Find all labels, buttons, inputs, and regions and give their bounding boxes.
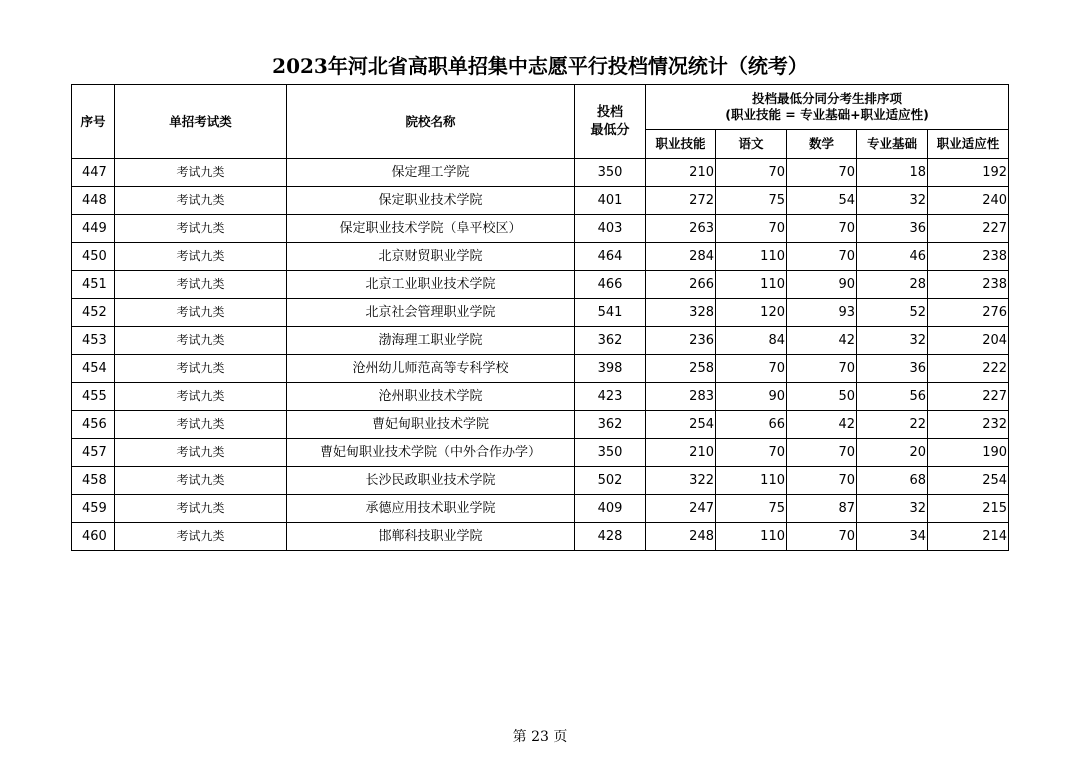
table-row	[72, 159, 1009, 187]
cell-basic: 22	[857, 411, 928, 439]
cell-adapt: 214	[928, 523, 1009, 551]
cell-school: 曹妃甸职业技术学院（中外合作办学）	[287, 439, 575, 467]
table-row	[72, 271, 1009, 299]
cell-min-score: 403	[575, 215, 646, 243]
cell-seq: 454	[72, 355, 115, 383]
cell-min-score: 423	[575, 383, 646, 411]
cell-school: 保定职业技术学院（阜平校区）	[287, 215, 575, 243]
cell-chinese: 84	[716, 327, 787, 355]
cell-category: 考试九类	[115, 439, 287, 467]
cell-basic: 36	[857, 215, 928, 243]
cell-school: 邯郸科技职业学院	[287, 523, 575, 551]
cell-min-score: 502	[575, 467, 646, 495]
table-row	[72, 383, 1009, 411]
table-row	[72, 411, 1009, 439]
cell-seq: 453	[72, 327, 115, 355]
cell-adapt: 190	[928, 439, 1009, 467]
cell-basic: 20	[857, 439, 928, 467]
cell-min-score: 541	[575, 299, 646, 327]
cell-adapt: 227	[928, 215, 1009, 243]
cell-category: 考试九类	[115, 271, 287, 299]
cell-chinese: 110	[716, 523, 787, 551]
cell-basic: 32	[857, 495, 928, 523]
cell-skill: 210	[646, 159, 716, 187]
cell-category: 考试九类	[115, 523, 287, 551]
cell-chinese: 90	[716, 383, 787, 411]
cell-math: 93	[787, 299, 857, 327]
cell-basic: 68	[857, 467, 928, 495]
cell-math: 90	[787, 271, 857, 299]
header-tiebreak-note: (职业技能 = 专业基础+职业适应性)	[725, 107, 929, 122]
cell-skill: 266	[646, 271, 716, 299]
cell-min-score: 401	[575, 187, 646, 215]
cell-skill: 254	[646, 411, 716, 439]
table-row	[72, 467, 1009, 495]
cell-chinese: 66	[716, 411, 787, 439]
cell-adapt: 232	[928, 411, 1009, 439]
cell-seq: 455	[72, 383, 115, 411]
table-row	[72, 215, 1009, 243]
cell-skill: 236	[646, 327, 716, 355]
table-row	[72, 243, 1009, 271]
cell-basic: 46	[857, 243, 928, 271]
cell-skill: 322	[646, 467, 716, 495]
cell-seq: 456	[72, 411, 115, 439]
cell-school: 北京社会管理职业学院	[287, 299, 575, 327]
cell-seq: 450	[72, 243, 115, 271]
cell-seq: 457	[72, 439, 115, 467]
cell-min-score: 362	[575, 411, 646, 439]
page-title: 2023年河北省高职单招集中志愿平行投档情况统计（统考）	[272, 54, 808, 78]
cell-min-score: 464	[575, 243, 646, 271]
cell-min-score: 398	[575, 355, 646, 383]
cell-skill: 272	[646, 187, 716, 215]
header-seq: 序号	[72, 85, 115, 159]
cell-math: 87	[787, 495, 857, 523]
table-row	[72, 299, 1009, 327]
cell-basic: 32	[857, 187, 928, 215]
cell-min-score: 409	[575, 495, 646, 523]
cell-seq: 451	[72, 271, 115, 299]
cell-chinese: 110	[716, 467, 787, 495]
header-skill: 职业技能	[646, 130, 716, 159]
cell-seq: 460	[72, 523, 115, 551]
header-adapt: 职业适应性	[928, 130, 1009, 159]
cell-category: 考试九类	[115, 187, 287, 215]
cell-skill: 283	[646, 383, 716, 411]
header-math: 数学	[787, 130, 857, 159]
cell-chinese: 70	[716, 439, 787, 467]
cell-basic: 52	[857, 299, 928, 327]
cell-math: 70	[787, 159, 857, 187]
cell-min-score: 362	[575, 327, 646, 355]
cell-school: 长沙民政职业技术学院	[287, 467, 575, 495]
cell-skill: 258	[646, 355, 716, 383]
cell-chinese: 70	[716, 215, 787, 243]
cell-category: 考试九类	[115, 495, 287, 523]
cell-school: 保定职业技术学院	[287, 187, 575, 215]
cell-adapt: 192	[928, 159, 1009, 187]
cell-seq: 459	[72, 495, 115, 523]
table-row	[72, 495, 1009, 523]
cell-category: 考试九类	[115, 215, 287, 243]
cell-category: 考试九类	[115, 355, 287, 383]
cell-chinese: 110	[716, 271, 787, 299]
cell-adapt: 238	[928, 271, 1009, 299]
cell-min-score: 428	[575, 523, 646, 551]
cell-skill: 210	[646, 439, 716, 467]
cell-math: 70	[787, 523, 857, 551]
cell-chinese: 70	[716, 355, 787, 383]
cell-basic: 56	[857, 383, 928, 411]
cell-skill: 328	[646, 299, 716, 327]
table-row	[72, 327, 1009, 355]
cell-category: 考试九类	[115, 159, 287, 187]
header-min-score: 投档 最低分	[575, 85, 646, 159]
header-tiebreak-title: 投档最低分同分考生排序项	[752, 91, 903, 106]
header-basic: 专业基础	[857, 130, 928, 159]
cell-chinese: 110	[716, 243, 787, 271]
cell-skill: 247	[646, 495, 716, 523]
cell-chinese: 120	[716, 299, 787, 327]
cell-skill: 284	[646, 243, 716, 271]
cell-basic: 32	[857, 327, 928, 355]
cell-basic: 28	[857, 271, 928, 299]
table-row	[72, 187, 1009, 215]
cell-chinese: 75	[716, 495, 787, 523]
cell-math: 70	[787, 215, 857, 243]
cell-seq: 449	[72, 215, 115, 243]
cell-seq: 458	[72, 467, 115, 495]
cell-category: 考试九类	[115, 243, 287, 271]
cell-skill: 263	[646, 215, 716, 243]
cell-math: 42	[787, 327, 857, 355]
header-school: 院校名称	[287, 85, 575, 159]
header-tiebreak	[646, 85, 1009, 130]
cell-basic: 18	[857, 159, 928, 187]
cell-adapt: 222	[928, 355, 1009, 383]
cell-school: 保定理工学院	[287, 159, 575, 187]
cell-math: 42	[787, 411, 857, 439]
cell-school: 沧州幼儿师范高等专科学校	[287, 355, 575, 383]
cell-min-score: 350	[575, 159, 646, 187]
cell-math: 70	[787, 355, 857, 383]
cell-skill: 248	[646, 523, 716, 551]
cell-school: 承德应用技术职业学院	[287, 495, 575, 523]
cell-math: 70	[787, 439, 857, 467]
cell-category: 考试九类	[115, 411, 287, 439]
cell-min-score: 350	[575, 439, 646, 467]
cell-category: 考试九类	[115, 467, 287, 495]
cell-adapt: 238	[928, 243, 1009, 271]
cell-category: 考试九类	[115, 299, 287, 327]
header-chinese: 语文	[716, 130, 787, 159]
cell-adapt: 276	[928, 299, 1009, 327]
cell-adapt: 240	[928, 187, 1009, 215]
cell-seq: 448	[72, 187, 115, 215]
cell-adapt: 254	[928, 467, 1009, 495]
cell-school: 曹妃甸职业技术学院	[287, 411, 575, 439]
table-row	[72, 523, 1009, 551]
cell-adapt: 215	[928, 495, 1009, 523]
table-row	[72, 355, 1009, 383]
cell-category: 考试九类	[115, 327, 287, 355]
cell-chinese: 75	[716, 187, 787, 215]
cell-math: 70	[787, 467, 857, 495]
cell-min-score: 466	[575, 271, 646, 299]
cell-adapt: 204	[928, 327, 1009, 355]
cell-math: 54	[787, 187, 857, 215]
admission-table	[71, 84, 1009, 551]
cell-basic: 34	[857, 523, 928, 551]
header-category: 单招考试类	[115, 85, 287, 159]
table-row	[72, 439, 1009, 467]
cell-math: 70	[787, 243, 857, 271]
cell-adapt: 227	[928, 383, 1009, 411]
page-number: 第 23 页	[512, 729, 568, 745]
cell-school: 北京工业职业技术学院	[287, 271, 575, 299]
cell-school: 渤海理工职业学院	[287, 327, 575, 355]
cell-school: 北京财贸职业学院	[287, 243, 575, 271]
cell-seq: 447	[72, 159, 115, 187]
cell-category: 考试九类	[115, 383, 287, 411]
cell-seq: 452	[72, 299, 115, 327]
cell-school: 沧州职业技术学院	[287, 383, 575, 411]
cell-math: 50	[787, 383, 857, 411]
table-body	[72, 159, 1009, 551]
cell-basic: 36	[857, 355, 928, 383]
cell-chinese: 70	[716, 159, 787, 187]
